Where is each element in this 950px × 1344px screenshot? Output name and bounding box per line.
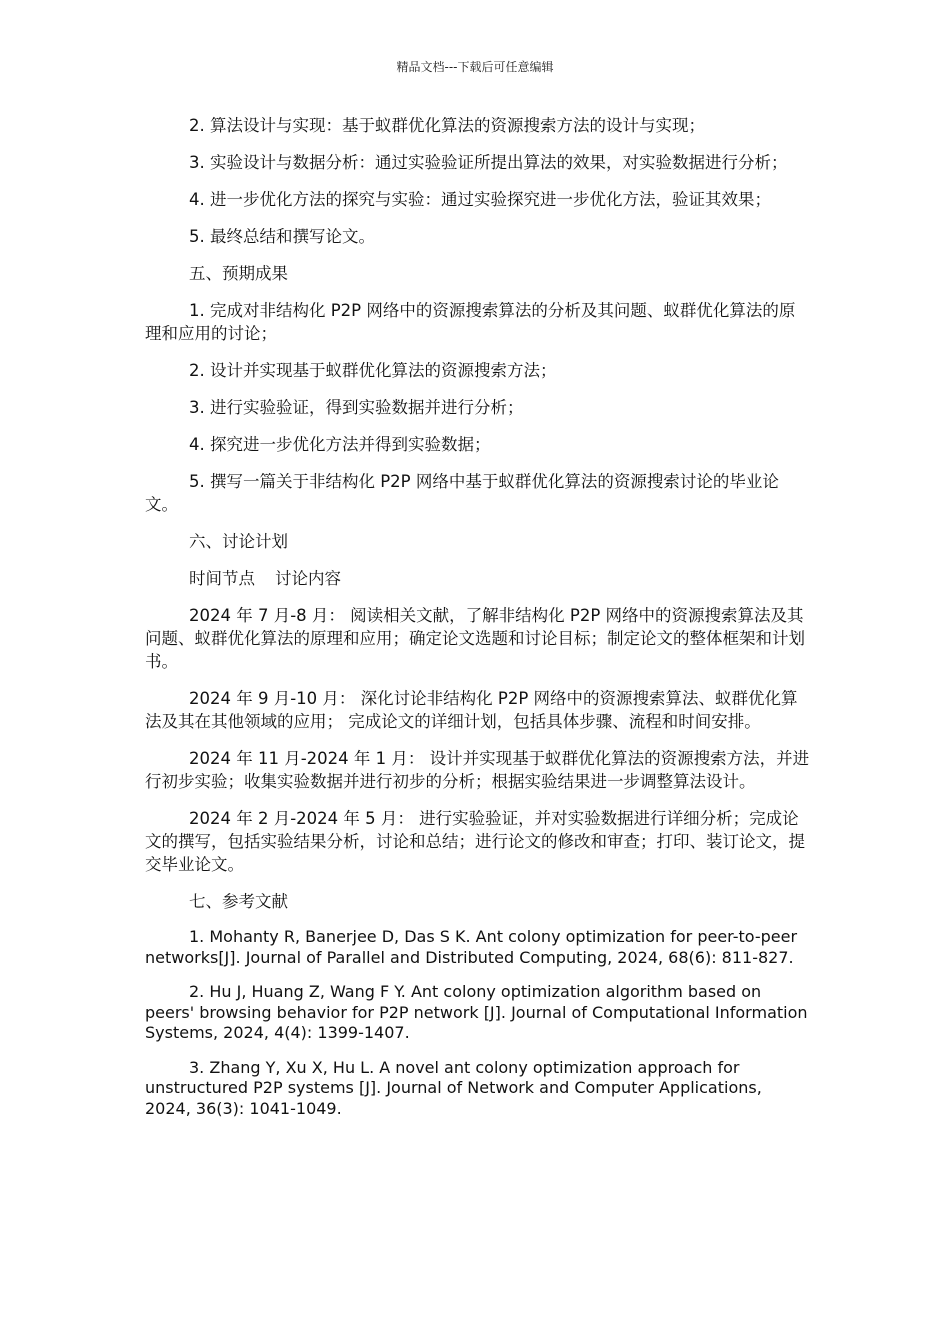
plan-table-header [145,567,810,590]
reference-item: 1. Mohanty R, Banerjee D, Das S K. Ant colony optimization for peer-to-peer networks[J]. Journal of Parallel and Distributed Computing, 2024, 68(6): 811-827. [145,927,798,967]
section-heading-expected-results: 五、预期成果 [189,264,288,283]
plan-item: 2024 年 9 月-10 月： 深化讨论非结构化 P2P 网络中的资源搜索算法、蚁群优化算法及其在其他领域的应用； 完成论文的详细计划，包括具体步骤、流程和时间安排。 [145,689,798,731]
step-4-optimization: 4. 进一步优化方法的探究与实验：通过实验探究进一步优化方法，验证其效果； [189,190,771,209]
result-5: 5. 撰写一篇关于非结构化 P2P 网络中基于蚁群优化算法的资源搜索讨论的毕业论文。 [145,472,779,514]
result-3: 3. 进行实验验证，得到实验数据并进行分析； [189,398,524,417]
section-heading-plan: 六、讨论计划 [189,532,288,551]
result-2: 2. 设计并实现基于蚁群优化算法的资源搜索方法； [189,361,557,380]
step-2-algorithm-design: 2. 算法设计与实现：基于蚁群优化算法的资源搜索方法的设计与实现； [189,116,705,135]
page-header: 精品文档---下载后可任意编辑 [396,60,554,74]
step-5-summary: 5. 最终总结和撰写论文。 [189,227,375,246]
document-body [145,114,810,1133]
plan-col-content: 讨论内容 [275,569,341,588]
step-3-experiment-analysis: 3. 实验设计与数据分析：通过实验验证所提出算法的效果，对实验数据进行分析； [189,153,788,172]
plan-item: 2024 年 2 月-2024 年 5 月： 进行实验验证，并对实验数据进行详细分析；完成论文的撰写，包括实验结果分析，讨论和总结；进行论文的修改和审查；打印、装订论文，提交毕业论文。 [145,809,805,874]
plan-item: 2024 年 11 月-2024 年 1 月： 设计并实现基于蚁群优化算法的资源搜索方法，并进行初步实验；收集实验数据并进行初步的分析；根据实验结果进一步调整算法设计。 [145,749,810,791]
result-1: 1. 完成对非结构化 P2P 网络中的资源搜索算法的分析及其问题、蚁群优化算法的原理和应用的讨论； [145,301,796,343]
reference-item: 2. Hu J, Huang Z, Wang F Y. Ant colony optimization algorithm based on peers' browsing behavior for P2P network [J]. Journal of Computational Information Systems, 2024, 4(4): 1399-1407. [145,982,808,1042]
result-4: 4. 探究进一步优化方法并得到实验数据； [189,435,491,454]
section-heading-references: 七、参考文献 [189,892,288,911]
reference-item: 3. Zhang Y, Xu X, Hu L. A novel ant colony optimization approach for unstructured P2P systems [J]. Journal of Network and Computer Applications, 2024, 36(3): 1041-1049. [145,1057,762,1118]
plan-item: 2024 年 7 月-8 月： 阅读相关文献，了解非结构化 P2P 网络中的资源搜索算法及其问题、蚁群优化算法的原理和应用；确定论文选题和讨论目标；制定论文的整体框架和计划书。 [145,606,805,671]
plan-col-time: 时间节点 [189,569,255,588]
